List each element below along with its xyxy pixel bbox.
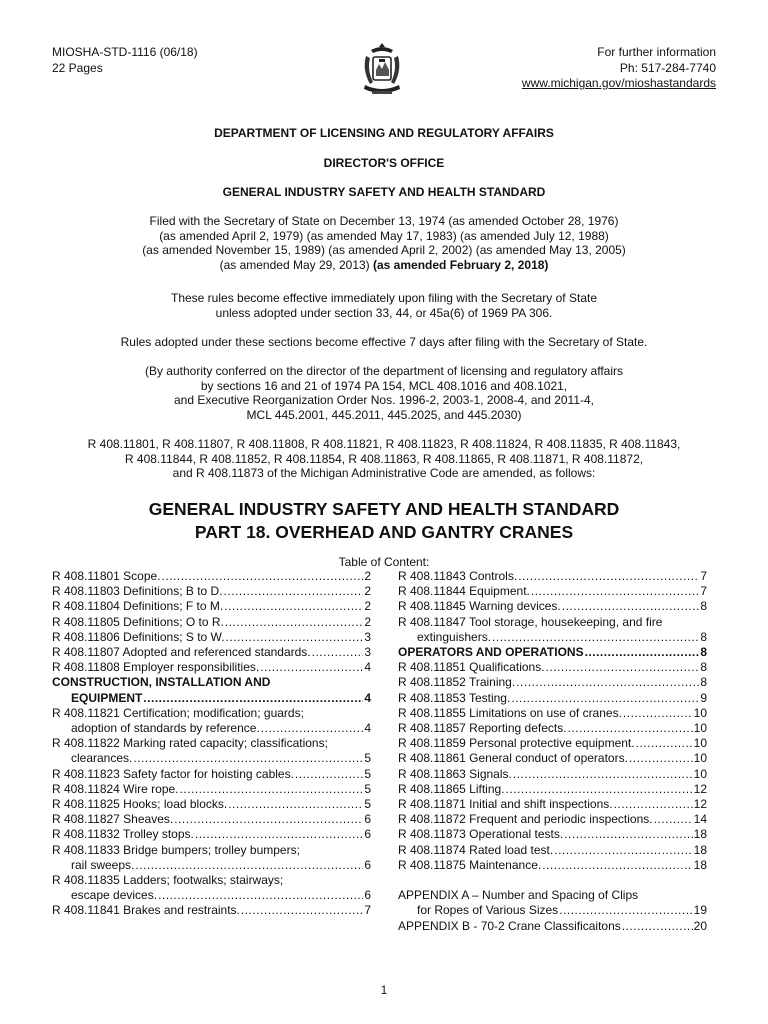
toc-entry-title: R 408.11863 Signals. <box>398 766 512 781</box>
amended-rules-paragraph <box>40 437 728 481</box>
toc-page-number: 7 <box>364 903 371 918</box>
toc-entry[interactable] <box>398 782 707 797</box>
toc-entry-title: OPERATORS AND OPERATIONS <box>398 645 584 660</box>
toc-page-number: 6 <box>364 888 371 903</box>
toc-entry[interactable] <box>52 827 371 842</box>
toc-page-number: 18 <box>693 857 707 872</box>
toc-page-number: 2 <box>364 584 371 599</box>
dot-leader <box>654 812 693 827</box>
dot-leader <box>225 615 363 630</box>
toc-entry-title: R 408.11843 Controls. <box>398 569 518 583</box>
dot-leader <box>585 645 700 660</box>
dot-leader <box>143 691 363 706</box>
dot-leader <box>506 782 693 797</box>
toc-entry-title: R 408.11861 General conduct of operators. <box>398 751 628 766</box>
toc-entry-title: rail sweeps. <box>71 857 135 872</box>
toc-entry[interactable] <box>52 797 371 812</box>
toc-entry[interactable] <box>52 691 371 706</box>
toc-entry[interactable]: R 408.11822 Marking rated capacity; classifications; <box>52 736 328 751</box>
toc-entry-title: R 408.11825 Hooks; load blocks. <box>52 797 228 812</box>
authority-paragraph <box>40 364 728 422</box>
toc-page-number: 18 <box>693 827 707 842</box>
toc-entry[interactable]: R 408.11833 Bridge bumpers; trolley bumpers; <box>52 842 300 857</box>
toc-entry-title: R 408.11805 Definitions; O to R. <box>52 614 224 629</box>
dot-leader <box>562 599 700 614</box>
toc-entry-title: APPENDIX B - 70-2 Crane Classificaitons <box>398 918 621 933</box>
toc-page-number: 8 <box>700 599 707 614</box>
dot-leader <box>260 660 363 675</box>
toc-entry-title: R 408.11844 Equipment. <box>398 584 530 599</box>
toc-entry[interactable] <box>398 706 707 721</box>
toc-entry-title: R 408.11874 Rated load test. <box>398 842 554 857</box>
part-title-line: PART 18. OVERHEAD AND GANTRY CRANES <box>194 522 574 542</box>
amended-line: R 408.11801, R 408.11807, R 408.11808, R 408.11821, R 408.11823, R 408.11824, R 408.11835, R 408.11843, <box>87 437 681 451</box>
toc-page-number: 5 <box>364 751 371 766</box>
dot-leader <box>554 843 692 858</box>
dot-leader <box>162 569 364 584</box>
dot-leader <box>636 736 693 751</box>
state-seal-icon <box>357 40 407 100</box>
dot-leader <box>542 858 692 873</box>
toc-page-number: 12 <box>693 781 707 796</box>
dot-leader <box>623 706 693 721</box>
dot-leader <box>629 751 693 766</box>
dot-leader <box>492 630 699 645</box>
toc-entry[interactable] <box>398 675 707 690</box>
toc-page-number: 10 <box>693 705 707 720</box>
department-heading: DEPARTMENT OF LICENSING AND REGULATORY AFFAIRS <box>214 126 554 140</box>
page-number: 1 <box>380 983 388 997</box>
toc-page-number: 8 <box>700 645 707 660</box>
toc-left-column <box>52 569 371 919</box>
toc-page-number: 5 <box>364 797 371 812</box>
phone-number: Ph: 517-284-7740 <box>619 60 716 75</box>
dot-leader <box>568 721 693 736</box>
toc-entry-title: R 408.11823 Safety factor for hoisting cables. <box>52 766 294 781</box>
toc-page-number: 8 <box>700 629 707 644</box>
document-header-right <box>522 45 716 92</box>
toc-entry[interactable] <box>52 569 371 584</box>
toc-entry-title: R 408.11853 Testing. <box>398 690 511 705</box>
toc-entry-title: R 408.11857 Reporting defects. <box>398 721 567 736</box>
dot-leader <box>546 660 700 675</box>
toc-page-number: 14 <box>693 812 707 827</box>
toc-entry[interactable]: APPENDIX A – Number and Spacing of Clips <box>398 888 639 903</box>
toc-entry[interactable] <box>398 843 707 858</box>
toc-entry[interactable] <box>398 736 707 751</box>
amended-line: R 408.11844, R 408.11852, R 408.11854, R 408.11863, R 408.11865, R 408.11871, R 408.11872, <box>124 451 644 466</box>
toc-entry[interactable] <box>398 858 707 873</box>
toc-page-number: 7 <box>700 569 707 583</box>
toc-page-number: 10 <box>693 721 707 736</box>
toc-entry-title: R 408.11824 Wire rope. <box>52 781 179 796</box>
toc-spacer <box>398 873 707 888</box>
filing-line: Filed with the Secretary of State on December 13, 1974 (as amended October 28, 1976) <box>149 214 619 228</box>
toc-page-number: 5 <box>364 766 371 781</box>
toc-entry[interactable] <box>52 903 371 918</box>
info-label: For further information <box>597 45 716 59</box>
toc-page-number: 4 <box>364 721 371 736</box>
toc-entry[interactable] <box>398 660 707 675</box>
toc-page-number: 6 <box>364 857 371 872</box>
toc-entry-title: R 408.11875 Maintenance. <box>398 857 542 872</box>
toc-right-column <box>398 569 707 934</box>
dot-leader <box>224 599 363 614</box>
dot-leader <box>531 584 699 599</box>
authority-line: MCL 445.2001, 445.2011, 445.2025, and 445.2030) <box>246 407 522 422</box>
page-count: 22 Pages <box>52 60 103 75</box>
toc-page-number: 10 <box>693 751 707 766</box>
dot-leader <box>158 888 363 903</box>
amended-line: and R 408.11873 of the Michigan Administrative Code are amended, as follows: <box>172 466 596 480</box>
effective-line: These rules become effective immediately upon filing with the Secretary of State <box>171 291 597 305</box>
dot-leader <box>224 584 364 599</box>
standard-heading: GENERAL INDUSTRY SAFETY AND HEALTH STANDARD <box>222 185 546 199</box>
toc-entry[interactable] <box>398 630 707 645</box>
toc-entry[interactable]: R 408.11835 Ladders; footwalks; stairways; <box>52 873 284 888</box>
toc-page-number: 4 <box>364 690 371 705</box>
toc-page-number: 12 <box>693 797 707 812</box>
authority-line: (By authority conferred on the director of the department of licensing and regulatory affairs <box>144 364 624 378</box>
toc-entry[interactable] <box>52 721 371 736</box>
dot-leader <box>564 827 692 842</box>
toc-page-number: 18 <box>693 842 707 857</box>
toc-entry[interactable] <box>398 599 707 614</box>
toc-entry[interactable]: R 408.11821 Certification; modification; guards; <box>52 705 304 720</box>
filing-paragraph <box>40 214 728 272</box>
dot-leader <box>518 569 699 584</box>
dot-leader <box>511 691 699 706</box>
toc-entry-title: escape devices. <box>71 888 158 903</box>
part-title-line: GENERAL INDUSTRY SAFETY AND HEALTH STANDARD <box>148 499 620 519</box>
rules-adopted-paragraph: Rules adopted under these sections become effective 7 days after filing with the Secretary of State. <box>120 335 648 349</box>
filing-line: (as amended April 2, 1979) (as amended May 17, 1983) (as amended July 12, 1988) <box>159 228 609 243</box>
toc-entry-title: R 408.11832 Trolley stops. <box>52 827 194 842</box>
document-id: MIOSHA-STD-1116 (06/18) <box>52 45 198 59</box>
toc-entry-title: R 408.11804 Definitions; F to M. <box>52 599 224 614</box>
dot-leader <box>516 675 699 690</box>
dot-leader <box>180 782 364 797</box>
toc-entry-title: extinguishers. <box>417 629 492 644</box>
dot-leader <box>174 812 363 827</box>
toc-entry-title: EQUIPMENT <box>71 690 143 705</box>
toc-entry[interactable] <box>398 767 707 782</box>
toc-page-number: 7 <box>700 584 707 599</box>
toc-entry[interactable] <box>52 888 371 903</box>
toc-entry[interactable] <box>52 782 371 797</box>
toc-entry[interactable] <box>52 660 371 675</box>
toc-entry[interactable] <box>52 584 371 599</box>
dot-leader <box>241 903 363 918</box>
toc-entry-title: R 408.11807 Adopted and referenced standards. <box>52 645 311 660</box>
dot-leader <box>614 797 693 812</box>
toc-page-number: 6 <box>364 827 371 842</box>
toc-page-number: 2 <box>364 569 371 583</box>
toc-entry[interactable] <box>398 827 707 842</box>
toc-entry[interactable] <box>52 858 371 873</box>
toc-entry-title: R 408.11873 Operational tests. <box>398 827 564 842</box>
office-heading: DIRECTOR'S OFFICE <box>323 156 445 170</box>
latest-amendment: (as amended February 2, 2018) <box>373 257 549 272</box>
toc-entry-title: R 408.11808 Employer responsibilities. <box>52 660 260 675</box>
toc-entry-title: R 408.11859 Personal protective equipment. <box>398 736 635 751</box>
dot-leader <box>622 919 693 934</box>
toc-entry-title: R 408.11852 Training. <box>398 675 516 690</box>
toc-entry-title: R 408.11803 Definitions; B to D. <box>52 584 223 599</box>
toc-heading: Table of Content: <box>338 555 430 569</box>
toc-page-number: 3 <box>364 645 371 660</box>
toc-entry[interactable] <box>398 691 707 706</box>
toc-page-number: 10 <box>693 736 707 751</box>
toc-page-number: 8 <box>700 660 707 675</box>
dot-leader <box>559 903 692 918</box>
dot-leader <box>195 827 363 842</box>
dot-leader <box>513 767 693 782</box>
toc-entry[interactable] <box>398 919 707 934</box>
toc-entry-title: R 408.11871 Initial and shift inspections. <box>398 797 613 812</box>
toc-entry-title: for Ropes of Various Sizes <box>417 903 559 918</box>
toc-entry-title: adoption of standards by reference. <box>71 721 260 736</box>
dot-leader <box>226 630 364 645</box>
toc-entry[interactable] <box>52 645 371 660</box>
toc-entry-title: R 408.11806 Definitions; S to W. <box>52 629 225 644</box>
dot-leader <box>295 767 363 782</box>
toc-entry[interactable] <box>398 569 707 584</box>
toc-page-number: 9 <box>700 690 707 705</box>
document-header-left <box>52 45 198 76</box>
toc-page-number: 10 <box>693 766 707 781</box>
toc-entry[interactable] <box>398 584 707 599</box>
standards-link[interactable]: www.michigan.gov/mioshastandards <box>521 76 716 90</box>
toc-entry[interactable] <box>52 630 371 645</box>
effective-line: unless adopted under section 33, 44, or 45a(6) of 1969 PA 306. <box>215 305 553 320</box>
part-title <box>40 498 728 544</box>
toc-entry[interactable]: R 408.11847 Tool storage, housekeeping, and fire <box>398 614 663 629</box>
filing-line-part: (as amended May 29, 2013) <box>219 257 373 272</box>
toc-entry-title: R 408.11801 Scope. <box>52 569 161 583</box>
toc-entry[interactable] <box>52 812 371 827</box>
toc-entry-title: R 408.11827 Sheaves. <box>52 812 174 827</box>
toc-entry[interactable]: CONSTRUCTION, INSTALLATION AND <box>52 675 271 690</box>
toc-entry-title: R 408.11845 Warning devices. <box>398 599 561 614</box>
toc-entry[interactable] <box>398 645 707 660</box>
toc-entry[interactable] <box>398 721 707 736</box>
toc-entry-title: R 408.11865 Lifting. <box>398 781 505 796</box>
toc-entry[interactable] <box>398 751 707 766</box>
toc-entry-title: R 408.11841 Brakes and restraints. <box>52 903 240 918</box>
filing-line <box>40 258 728 273</box>
dot-leader <box>135 858 363 873</box>
toc-entry[interactable] <box>398 903 707 918</box>
toc-entry-title: R 408.11872 Frequent and periodic inspections. <box>398 812 653 827</box>
toc-entry[interactable] <box>52 615 371 630</box>
authority-line: by sections 16 and 21 of 1974 PA 154, MCL 408.1016 and 408.1021, <box>200 378 568 393</box>
toc-page-number: 4 <box>364 660 371 675</box>
dot-leader <box>261 721 364 736</box>
toc-page-number: 20 <box>693 918 707 933</box>
toc-page-number: 8 <box>700 675 707 690</box>
toc-page-number: 3 <box>364 629 371 644</box>
toc-entry-title: clearances. <box>71 751 133 766</box>
toc-entry-title: R 408.11851 Qualifications. <box>398 660 545 675</box>
dot-leader <box>228 797 363 812</box>
effective-paragraph <box>40 291 728 320</box>
toc-entry[interactable] <box>52 599 371 614</box>
toc-entry[interactable] <box>52 751 371 766</box>
toc-page-number: 2 <box>364 599 371 614</box>
toc-page-number: 5 <box>364 781 371 796</box>
dot-leader <box>312 645 364 660</box>
dot-leader <box>133 751 363 766</box>
toc-page-number: 2 <box>364 614 371 629</box>
filing-line: (as amended November 15, 1989) (as amended April 2, 2002) (as amended May 13, 2005) <box>142 243 626 257</box>
authority-line: and Executive Reorganization Order Nos. 1996-2, 2003-1, 2008-4, and 2011-4, <box>173 393 595 407</box>
toc-entry-title: R 408.11855 Limitations on use of cranes. <box>398 705 622 720</box>
toc-entry[interactable] <box>398 812 707 827</box>
toc-entry[interactable] <box>52 767 371 782</box>
toc-page-number: 6 <box>364 812 371 827</box>
toc-page-number: 19 <box>693 903 707 918</box>
toc-entry[interactable] <box>398 797 707 812</box>
